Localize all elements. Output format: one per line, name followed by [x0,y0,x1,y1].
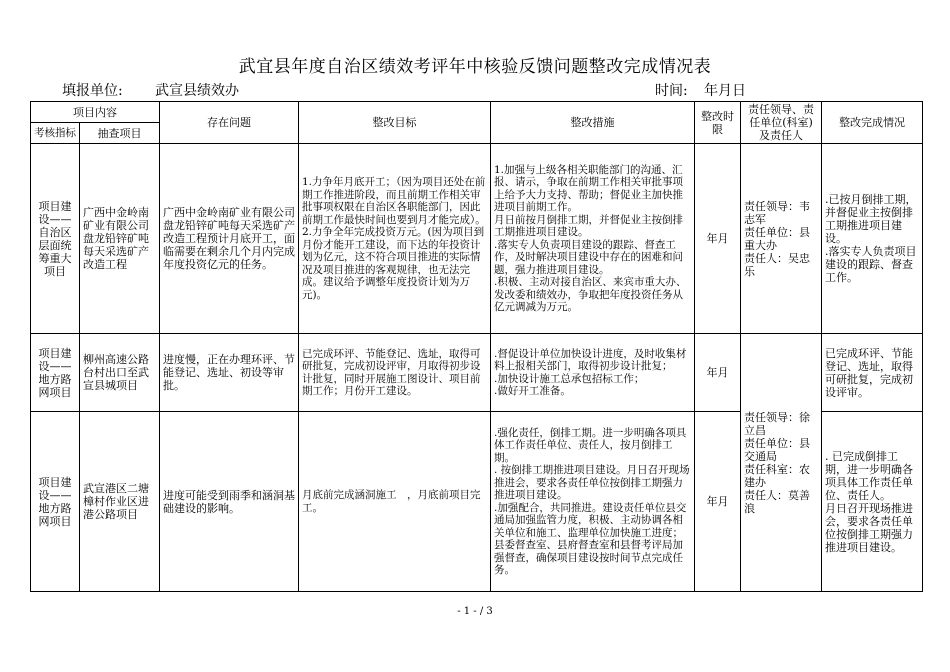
header-assessment-index: 考核指标 [31,123,80,144]
table-row [31,144,923,334]
page-title: 武宜县年度自治区绩效考评年中核验反馈问题整改完成情况表 [238,57,712,77]
header-measures: 整改措施 [491,102,695,144]
cell-target: 月底前完成涵洞施工 ，月底前项目完工。 [299,412,491,592]
header-sample-project: 抽查项目 [80,123,160,144]
cell-index: 项目建设——地方路网项目 [31,334,80,412]
page-number: - 1 - / 3 [457,606,493,617]
cell-target: 1.力争年月底开工；（因为项目还处在前期工作推进阶段，而且前期工作相关审批事项权限在自治区各职能部门，因此前期工作最快时间也要到月才能完成）。 2.力争全年完成投资万元。(因为项目到月份才能开工建设，而下达的年投资计划为亿元，这不符合项目推进的实际情况及项目推进的客观规律，也无法完成。建议给予调整年度投资计划为万元)。 [299,144,491,334]
cell-measures: 1.加强与上级各相关职能部门的沟通、汇报、请示，争取在前期工作相关审批事项上给予大力支持、帮助；督促业主加快推进项目前期工作。 月日前按月倒排工期，并督促业主按倒排工期推进项目建设。 .落实专人负责项目建设的跟踪、督查工作，及时解决项目建设中存在的困难和问题，强力推进项目建设。 .积极、主动对接自治区、来宾市重大办、发改委和绩效办，争取把年度投资任务从亿元调减为万元。 [491,144,695,334]
header-project-content: 项目内容 [31,102,160,123]
cell-measures: .强化责任，倒排工期。进一步明确各项具体工作责任单位、责任人，按月倒排工期。 . 按倒排工期推进项目建设。月日召开现场推进会，要求各责任单位按倒排工期强力推进项目建设。 .加强配合，共同推进。建设责任单位县交通局加强监管力度，积极、主动协调各相关单位和施工、监理单位加快施工进度；县委督查室、县府督查室和县督考评局加强督查，确保项目建设按时间节点完成任务。 [491,412,695,592]
time-label: 时间: [655,83,688,99]
cell-project: 广西中金岭南矿业有限公司盘龙铅锌矿吨每天采选矿产改造工程 [80,144,160,334]
cell-deadline: 年月 [695,144,741,334]
cell-index: 项目建设——自治区层面统筹重大项目 [31,144,80,334]
cell-status: . 已完成倒排工期，进一步明确各项具体工作责任单位、责任人。 月日召开现场推进会，要求各责任单位按倒排工期强力推进项目建设。 [822,412,923,592]
cell-problem: 进度慢，正在办理环评、节能登记、选址、初设等审批。 [160,334,299,412]
header-responsible: 责任领导、责任单位(科室)及责任人 [741,102,822,144]
cell-status: .已按月倒排工期，并督促业主按倒排工期推进项目建设。 .落实专人负责项目建设的跟踪、督查工作。 [822,144,923,334]
cell-target: 已完成环评、节能登记、选址，取得可研批复，完成初设评审，月取得初步设计批复，同时开展施工图设计、项目前期工作；月份开工建设。 [299,334,491,412]
cell-problem: 广西中金岭南矿业有限公司盘龙铅锌矿吨每天采选矿产改造工程预计月底开工，面临需要在剩余几个月内完成年度投资亿元的任务。 [160,144,299,334]
cell-project: 武宣港区二塘樟村作业区进港公路项目 [80,412,160,592]
rectification-table [30,101,923,592]
header-deadline: 整改时限 [695,102,741,144]
filing-unit-label: 填报单位: [62,83,123,99]
header-target: 整改目标 [299,102,491,144]
header-status: 整改完成情况 [822,102,923,144]
cell-responsible: 责任领导：韦志军 责任单位：县重大办 责任人：吴忠乐 [741,144,822,334]
filing-unit-value: 武宣县绩效办 [155,83,239,99]
cell-deadline: 年月 [695,334,741,412]
time-value: 年月日 [704,83,746,99]
header-problem: 存在问题 [160,102,299,144]
cell-index: 项目建设——地方路网项目 [31,412,80,592]
cell-measures: .督促设计单位加快设计进度，及时收集材料上报相关部门，取得初步设计批复； .加快设计施工总承包招标工作； .做好开工准备。 [491,334,695,412]
cell-project: 柳州高速公路台村出口至武宣县城项目 [80,334,160,412]
cell-responsible-shared: 责任领导：徐立昌 责任单位：县交通局 责任科室：农建办 责任人：莫善浪 [741,334,822,592]
cell-status: 已完成环评、节能登记、选址，取得可研批复，完成初设评审。 [822,334,923,412]
cell-problem: 进度可能受到雨季和涵洞基础建设的影响。 [160,412,299,592]
table-row [31,334,923,412]
cell-deadline: 年月 [695,412,741,592]
